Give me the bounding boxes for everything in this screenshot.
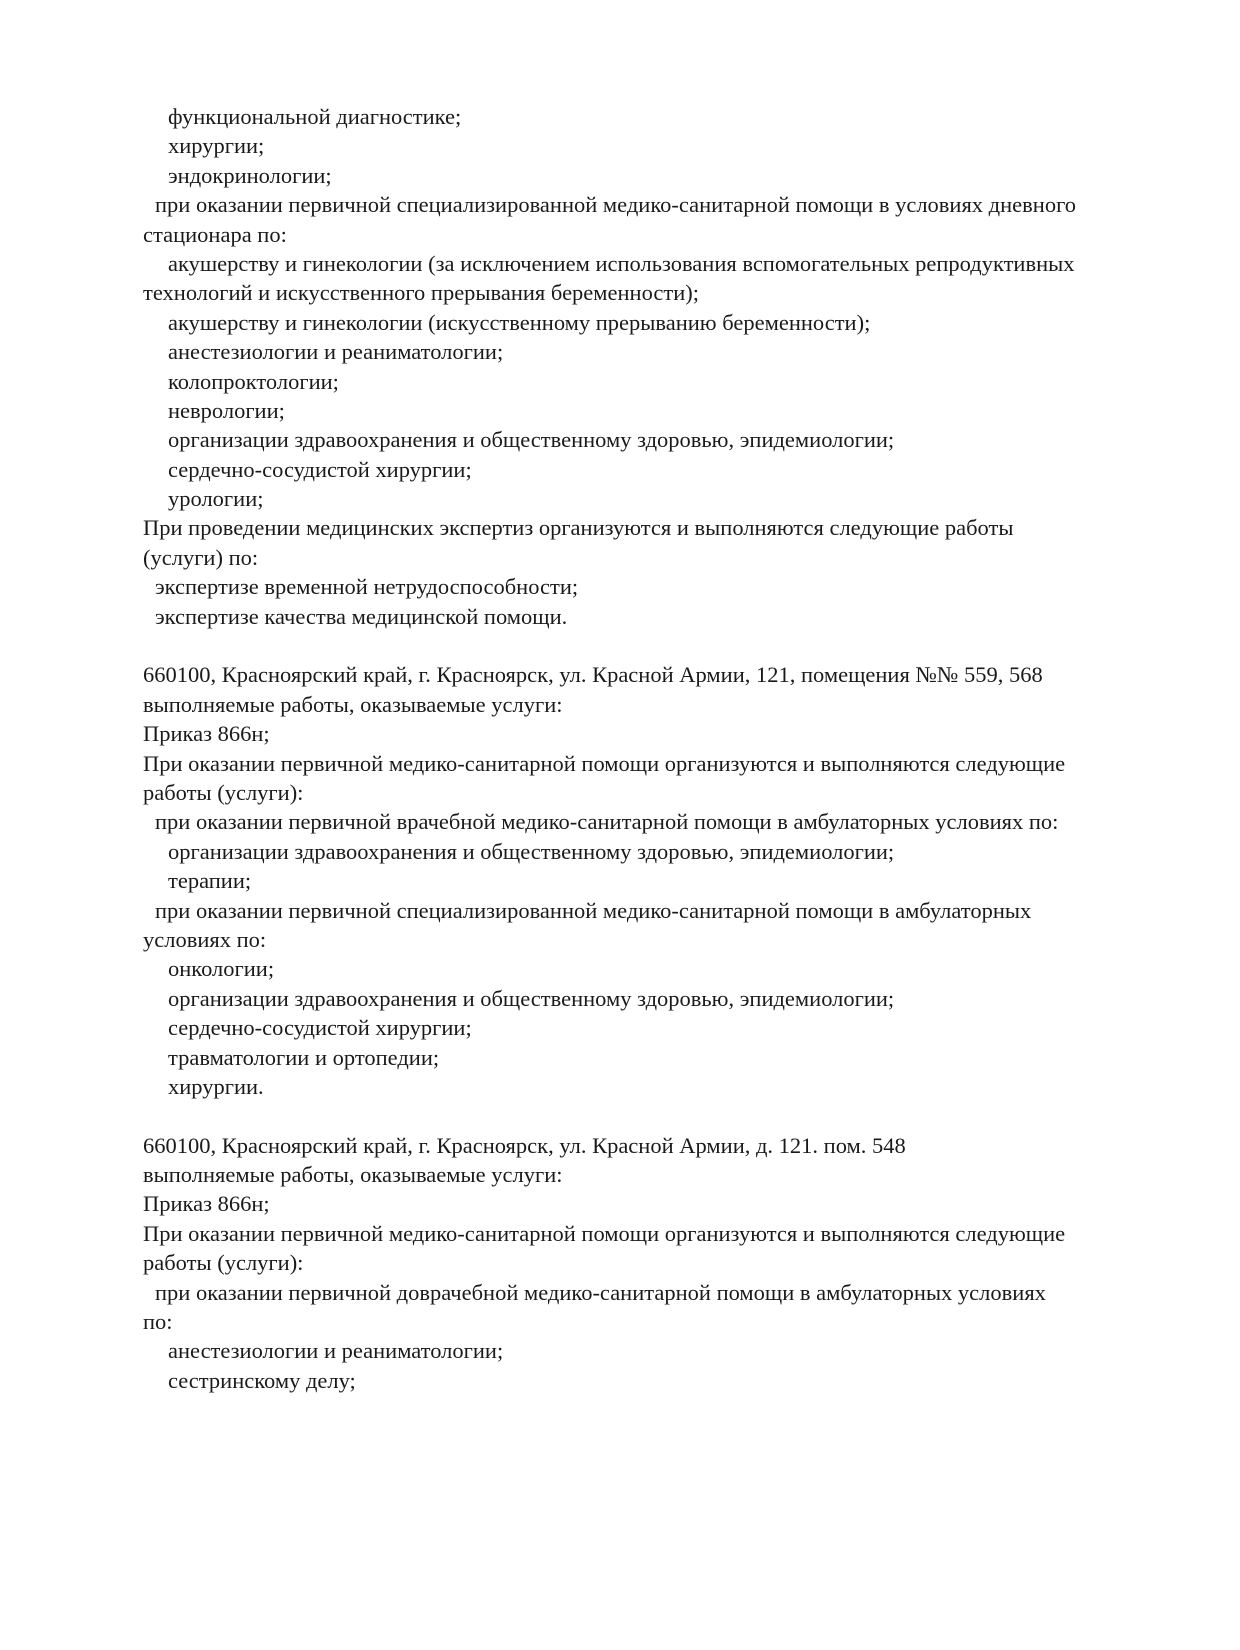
text-line: стационара по: (143, 221, 287, 247)
text-line: 660100, Красноярский край, г. Красноярск, ул. Красной Армии, 121, помещения №№ 559, 568 (143, 662, 1043, 688)
blank-line (143, 1101, 1153, 1130)
text-line: сердечно-сосудистой хирургии; (168, 1015, 472, 1041)
text-line: онкологии; (168, 956, 275, 982)
text-line: травматологии и ортопедии; (168, 1044, 440, 1070)
text-line: по: (143, 1309, 173, 1335)
text-line: При проведении медицинских экспертиз организуются и выполняются следующие работы (143, 515, 1014, 541)
text-line: Приказ 866н; (143, 721, 270, 747)
text-line: работы (услуги): (143, 779, 304, 805)
text-line: неврологии; (168, 397, 285, 423)
text-line: экспертизе временной нетрудоспособности; (155, 574, 579, 600)
text-line: анестезиологии и реаниматологии; (168, 339, 504, 365)
text-line: 660100, Красноярский край, г. Красноярск, ул. Красной Армии, д. 121. пом. 548 (143, 1132, 906, 1158)
text-line: экспертизе качества медицинской помощи. (155, 603, 568, 629)
text-line: При оказании первичной медико-санитарной помощи организуются и выполняются следующие (143, 1220, 1066, 1246)
text-line: при оказании первичной специализированной медико-санитарной помощи в условиях дневного (155, 192, 1076, 218)
blank-line (143, 631, 1153, 660)
text-line: организации здравоохранения и общественному здоровью, эпидемиологии; (168, 838, 895, 864)
text-line: при оказании первичной доврачебной медико-санитарной помощи в амбулаторных условиях (155, 1279, 1046, 1305)
text-line: акушерству и гинекологии (за исключением использования вспомогательных репродуктивных (168, 250, 1075, 276)
text-line: условиях по: (143, 926, 267, 952)
text-line: при оказании первичной врачебной медико-санитарной помощи в амбулаторных условиях по: (155, 809, 1059, 835)
text-line: терапии; (168, 868, 252, 894)
text-line: сердечно-сосудистой хирургии; (168, 456, 472, 482)
text-line: сестринскому делу; (168, 1367, 356, 1393)
text-line: работы (услуги): (143, 1250, 304, 1276)
text-line: эндокринологии; (168, 162, 332, 188)
text-line: колопроктологии; (168, 368, 339, 394)
text-line: акушерству и гинекологии (искусственному прерыванию беременности); (168, 309, 871, 335)
text-line: Приказ 866н; (143, 1191, 270, 1217)
text-line: организации здравоохранения и общественному здоровью, эпидемиологии; (168, 427, 895, 453)
text-line: при оказании первичной специализированной медико-санитарной помощи в амбулаторных (155, 897, 1032, 923)
text-line: (услуги) по: (143, 544, 259, 570)
text-line: урологии; (168, 486, 264, 512)
text-line: При оказании первичной медико-санитарной помощи организуются и выполняются следующие (143, 750, 1066, 776)
text-line: выполняемые работы, оказываемые услуги: (143, 1162, 563, 1188)
text-line: организации здравоохранения и общественному здоровью, эпидемиологии; (168, 985, 895, 1011)
text-line: технологий и искусственного прерывания беременности); (143, 280, 700, 306)
text-line: хирургии. (168, 1073, 264, 1099)
text-line: функциональной диагностике; (168, 104, 462, 129)
document-body (143, 102, 1153, 1395)
text-line: хирургии; (168, 133, 265, 159)
text-line: анестезиологии и реаниматологии; (168, 1338, 504, 1364)
text-line: выполняемые работы, оказываемые услуги: (143, 691, 563, 717)
